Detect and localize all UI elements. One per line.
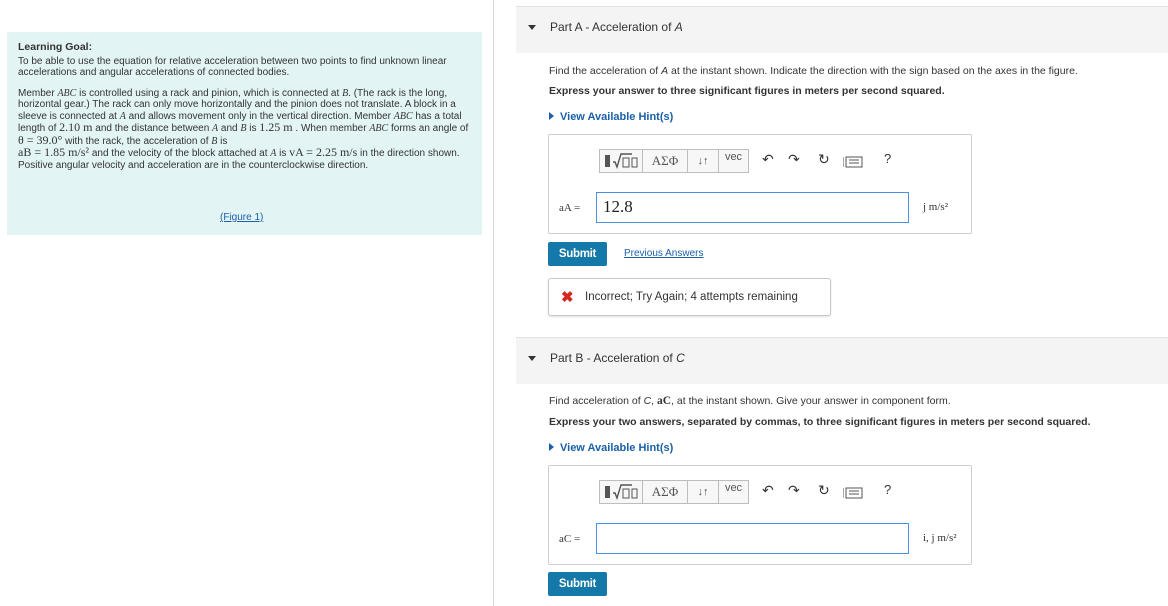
goal-text: with the rack, the acceleration of <box>62 135 212 147</box>
goal-text: is controlled using a rack and pinion, which is connected at <box>76 87 343 99</box>
collapse-triangle-icon[interactable] <box>528 25 536 30</box>
undo-icon[interactable]: ↶ <box>762 151 774 167</box>
goal-text: Member <box>18 87 58 99</box>
part-a-hint-link[interactable] <box>549 111 673 123</box>
part-b-submit-button[interactable]: Submit <box>548 572 607 596</box>
title-sep: - <box>582 20 593 34</box>
goal-var: ABC <box>57 87 77 99</box>
reset-icon[interactable]: ↻ <box>818 482 830 498</box>
learning-goal-panel <box>7 32 482 235</box>
goal-var: B <box>342 87 349 99</box>
goal-text: . When member <box>292 123 370 134</box>
greek-button[interactable]: ΑΣΦ <box>651 484 679 499</box>
templates-icon <box>602 151 640 171</box>
part-a-format: Express your answer to three significant figures in meters per second squared. <box>549 85 945 97</box>
redo-icon[interactable]: ↷ <box>788 151 800 167</box>
part-b-units: i, j m/s² <box>923 532 957 544</box>
goal-body <box>18 88 471 172</box>
part-a-header[interactable] <box>516 6 1168 53</box>
instr-text: , at the instant shown. Give your answer in component form. <box>671 395 951 407</box>
incorrect-x-icon: ✖ <box>561 289 574 306</box>
goal-distance: 1.25 m <box>259 120 293 134</box>
collapse-triangle-icon[interactable] <box>528 356 536 361</box>
figure-link[interactable]: (Figure 1) <box>220 212 264 223</box>
previous-answers-link[interactable]: Previous Answers <box>624 248 704 259</box>
part-b-title <box>550 351 685 365</box>
feedback-box <box>548 278 831 316</box>
keyboard-icon[interactable] <box>843 486 863 502</box>
templates-button[interactable] <box>600 150 642 172</box>
sort-arrows-button[interactable]: ↓↑ <box>697 486 709 498</box>
title-var: C <box>676 351 685 365</box>
hint-label: View Available Hint(s) <box>560 442 674 454</box>
part-a-title <box>550 20 683 34</box>
part-b-hint-link[interactable] <box>549 442 673 454</box>
part-b-var-label: aC = <box>559 533 581 545</box>
goal-length: 2.10 m <box>59 120 93 134</box>
toolbar-group <box>599 480 749 504</box>
part-a-answer-input[interactable]: 12.8 <box>596 192 909 223</box>
goal-var: B <box>211 135 218 147</box>
goal-text: forms an angle of <box>388 123 469 134</box>
part-b-format: Express your two answers, separated by commas, to three significant figures in meters per second squared. <box>549 416 1091 428</box>
part-label: Part A <box>550 20 583 34</box>
instr-text: at the instant shown. Indicate the direction with the sign based on the axes in the figure. <box>668 65 1078 77</box>
instr-symbol: aC <box>657 395 672 407</box>
help-button[interactable]: ? <box>884 151 892 166</box>
goal-title: Learning Goal: <box>18 41 93 53</box>
hint-label: View Available Hint(s) <box>560 111 674 123</box>
part-a-var-label: aA = <box>559 202 581 214</box>
part-b-answer-box <box>548 465 972 565</box>
goal-var: ABC <box>393 110 413 122</box>
goal-text: is <box>246 123 260 134</box>
goal-text: is <box>276 148 290 159</box>
title-text: Acceleration of <box>592 20 675 34</box>
title-var: A <box>674 20 683 34</box>
goal-text: and the distance between <box>92 123 213 134</box>
redo-icon[interactable]: ↷ <box>788 482 800 498</box>
greek-button[interactable]: ΑΣΦ <box>651 153 679 168</box>
goal-velocity: vA = 2.25 m/s <box>289 145 358 159</box>
help-button[interactable]: ? <box>884 482 892 497</box>
goal-var: ABC <box>369 123 389 134</box>
goal-text: and the velocity of the block attached at <box>89 148 271 159</box>
goal-var: B <box>240 123 247 134</box>
goal-angle: θ = 39.0° <box>18 132 63 147</box>
undo-icon[interactable]: ↶ <box>762 482 774 498</box>
goal-text: is <box>217 135 228 147</box>
reset-icon[interactable]: ↻ <box>818 151 830 167</box>
keyboard-icon[interactable] <box>843 155 863 171</box>
instr-text: Find the acceleration of <box>549 65 662 77</box>
part-a-instruction <box>549 65 1078 77</box>
goal-var: A <box>212 123 219 134</box>
instr-text: Find acceleration of <box>549 395 644 407</box>
part-a-submit-button[interactable]: Submit <box>548 242 607 266</box>
instr-text: , <box>651 395 657 407</box>
goal-text: and allows movement only in the vertical direction. Member <box>125 110 394 122</box>
vec-button[interactable]: vec <box>724 482 743 494</box>
goal-var: A <box>270 148 277 159</box>
part-b-instruction <box>549 395 951 407</box>
part-b-answer-input[interactable] <box>596 523 909 554</box>
toolbar-group <box>599 149 749 173</box>
instr-var: C <box>643 395 652 407</box>
instr-var: A <box>661 65 669 77</box>
goal-text: has a total length of <box>18 110 462 134</box>
title-text: Acceleration of <box>593 351 677 365</box>
goal-text: in the direction shown. Positive angular velocity and acceleration are in the counterclockwise direction. <box>18 148 460 171</box>
vec-button[interactable]: vec <box>724 151 743 163</box>
goal-text: . (The rack is the long, horizontal gear.) The rack can only move horizontally and the pinion does not translate. A block in a sleeve is connected at <box>18 87 456 122</box>
templates-button[interactable] <box>600 481 642 503</box>
part-label: Part B <box>550 351 584 365</box>
part-a-units: j m/s² <box>923 201 948 213</box>
column-divider <box>493 0 494 606</box>
part-a-answer-box <box>548 134 972 234</box>
goal-var: A <box>119 110 126 122</box>
caret-right-icon <box>549 443 554 451</box>
goal-text: and <box>218 123 241 134</box>
templates-icon <box>602 482 640 502</box>
goal-acceleration: aB = 1.85 m/s² <box>18 145 90 159</box>
goal-intro: To be able to use the equation for relative acceleration between two points to find unknown linear accelerations and angular accelerations of connected bodies. <box>18 55 447 78</box>
part-b-header[interactable] <box>516 337 1168 384</box>
sort-arrows-button[interactable]: ↓↑ <box>697 155 709 167</box>
feedback-message: Incorrect; Try Again; 4 attempts remaining <box>585 291 798 303</box>
title-sep: - <box>583 351 594 365</box>
caret-right-icon <box>549 112 554 120</box>
